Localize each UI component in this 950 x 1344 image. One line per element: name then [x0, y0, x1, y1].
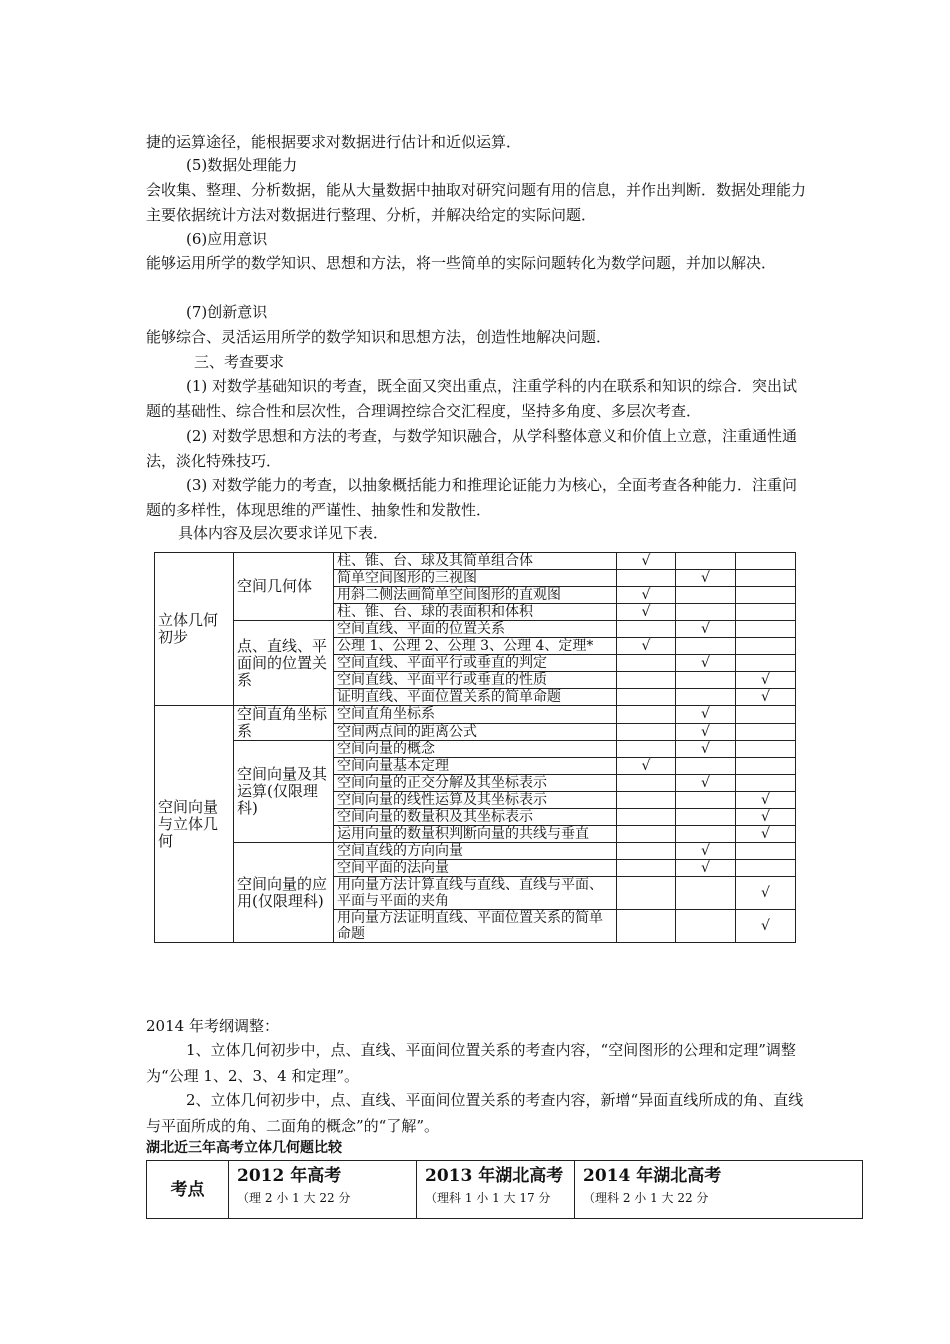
subcategory-cell: 空间向量的应用(仅限理科): [234, 843, 334, 943]
paragraph-innovation: 能够综合、灵活运用所学的数学知识和思想方法，创造性地解决问题．: [146, 328, 612, 346]
check-mark: √: [701, 843, 710, 859]
level-3-cell: [736, 706, 796, 724]
level-2-cell: [676, 570, 736, 587]
level-1-cell: [617, 860, 676, 877]
level-2-cell: [676, 638, 736, 655]
requirements-table: [154, 552, 796, 943]
paragraph-application: 能够运用所学的数学知识、思想和方法，将一些简单的实际问题转化为数学问题，并加以解决．: [146, 254, 777, 272]
level-1-cell: [617, 843, 676, 860]
level-3-cell: [736, 723, 796, 741]
level-2-cell: [676, 655, 736, 672]
content-cell: 空间直线、平面平行或垂直的性质: [334, 672, 617, 689]
level-1-cell: [617, 570, 676, 587]
check-mark: √: [761, 672, 770, 688]
level-2-cell: [676, 587, 736, 604]
check-mark: √: [701, 655, 710, 671]
content-cell: 公理 1、公理 2、公理 3、公理 4、定理*: [334, 638, 617, 655]
level-1-cell: [617, 655, 676, 672]
level-3-cell: [736, 809, 796, 826]
category-cell: 空间向量与立体几何: [155, 706, 234, 943]
level-2-cell: [676, 689, 736, 706]
level-3-cell: [736, 877, 796, 910]
paragraph-estimation: 捷的运算途径，能根据要求对数据进行估计和近似运算．: [146, 133, 522, 151]
level-3-cell: [736, 775, 796, 792]
table-row: [155, 706, 796, 724]
content-cell: 空间向量的正交分解及其坐标表示: [334, 775, 617, 792]
compare-col-2012: [229, 1161, 417, 1219]
level-3-cell: [736, 621, 796, 638]
level-1-cell: [617, 792, 676, 809]
compare-col-2013: [417, 1161, 575, 1219]
level-2-cell: [676, 723, 736, 741]
level-3-cell: [736, 655, 796, 672]
compare-2012-sub: （理 2 小 1 大 22 分: [237, 1191, 351, 1205]
content-cell: 空间直线、平面平行或垂直的判定: [334, 655, 617, 672]
check-mark: √: [641, 587, 651, 603]
level-1-cell: [617, 826, 676, 843]
level-3-cell: [736, 741, 796, 758]
level-3-cell: [736, 758, 796, 775]
check-mark: √: [701, 860, 710, 876]
table-row: [155, 553, 796, 570]
level-1-cell: [617, 758, 676, 775]
check-mark: √: [701, 775, 710, 791]
adjust-title: 2014 年考纲调整：: [146, 1017, 279, 1035]
level-1-cell: [617, 587, 676, 604]
content-cell: 空间向量基本定理: [334, 758, 617, 775]
content-cell: 柱、锥、台、球的表面积和体积: [334, 604, 617, 621]
check-mark: √: [641, 553, 651, 569]
subcategory-cell: 空间直角坐标系: [234, 706, 334, 741]
adjust-item-2: 2、立体几何初步中，点、直线、平面间位置关系的考查内容，新增“异面直线所成的角、直线与平面所成的角、二面角的概念”的“了解”。: [146, 1091, 804, 1135]
level-3-cell: [736, 792, 796, 809]
level-3-cell: [736, 553, 796, 570]
level-3-cell: [736, 587, 796, 604]
compare-title: 湖北近三年高考立体几何题比较: [146, 1140, 342, 1156]
level-2-cell: [676, 775, 736, 792]
level-2-cell: [676, 877, 736, 910]
compare-2013-sub: （理科 1 小 1 大 17 分: [425, 1191, 551, 1205]
content-cell: 证明直线、平面位置关系的简单命题: [334, 689, 617, 706]
level-2-cell: [676, 604, 736, 621]
category-cell: 立体几何初步: [155, 553, 234, 706]
level-3-cell: [736, 689, 796, 706]
level-3-cell: [736, 638, 796, 655]
compare-2014-title: 2014 年湖北高考: [583, 1166, 722, 1186]
paragraph-req-1: (1) 对数学基础知识的考查，既全面又突出重点，注重学科的内在联系和知识的综合．突出试题的基础性、综合性和层次性，合理调控综合交汇程度，坚持多角度、多层次考查．: [146, 377, 798, 420]
level-3-cell: [736, 860, 796, 877]
check-mark: √: [701, 570, 710, 586]
check-mark: √: [761, 809, 770, 825]
level-1-cell: [617, 741, 676, 758]
level-3-cell: [736, 826, 796, 843]
comparison-table: [146, 1160, 863, 1219]
level-2-cell: [676, 910, 736, 943]
heading-data-processing: (5)数据处理能力: [186, 156, 298, 174]
table-row: [155, 621, 796, 638]
paragraph-data-processing: 会收集、整理、分析数据，能从大量数据中抽取对研究问题有用的信息，并作出判断．数据处理能力主要依据统计方法对数据进行整理、分析，并解决给定的实际问题．: [146, 181, 807, 224]
level-1-cell: [617, 553, 676, 570]
content-cell: 运用向量的数量积判断向量的共线与垂直: [334, 826, 617, 843]
content-cell: 空间直线、平面的位置关系: [334, 621, 617, 638]
level-2-cell: [676, 843, 736, 860]
check-mark: √: [761, 826, 770, 842]
level-2-cell: [676, 621, 736, 638]
subcategory-cell: 空间几何体: [234, 553, 334, 621]
heading-innovation: (7)创新意识: [186, 303, 268, 321]
compare-col-kaodian: [147, 1161, 229, 1219]
level-3-cell: [736, 843, 796, 860]
check-mark: √: [701, 741, 710, 757]
content-cell: 空间向量的数量积及其坐标表示: [334, 809, 617, 826]
content-cell: 空间平面的法向量: [334, 860, 617, 877]
table-row: [155, 843, 796, 860]
level-1-cell: [617, 723, 676, 741]
level-1-cell: [617, 775, 676, 792]
level-3-cell: [736, 570, 796, 587]
compare-2014-sub: （理科 2 小 1 大 22 分: [583, 1191, 709, 1205]
check-mark: √: [701, 706, 710, 722]
level-3-cell: [736, 672, 796, 689]
level-2-cell: [676, 792, 736, 809]
level-1-cell: [617, 604, 676, 621]
check-mark: √: [761, 792, 770, 808]
check-mark: √: [761, 689, 770, 705]
check-mark: √: [641, 638, 651, 654]
level-2-cell: [676, 758, 736, 775]
compare-2013-title: 2013 年湖北高考: [425, 1166, 564, 1186]
content-cell: 用向量方法计算直线与直线、直线与平面、平面与平面的夹角: [334, 877, 617, 910]
compare-col-2014: [575, 1161, 863, 1219]
level-3-cell: [736, 604, 796, 621]
level-2-cell: [676, 672, 736, 689]
subcategory-cell: 点、直线、平面间的位置关系: [234, 621, 334, 706]
level-2-cell: [676, 706, 736, 724]
check-mark: √: [761, 918, 770, 934]
content-cell: 空间直线的方向向量: [334, 843, 617, 860]
content-cell: 空间直角坐标系: [334, 706, 617, 724]
adjust-item-1: 1、立体几何初步中，点、直线、平面间位置关系的考查内容，“空间图形的公理和定理”调整为“公理 1、2、3、4 和定理”。: [146, 1041, 796, 1085]
level-2-cell: [676, 860, 736, 877]
level-1-cell: [617, 638, 676, 655]
compare-col-kaodian-label: 考点: [170, 1179, 205, 1200]
level-2-cell: [676, 809, 736, 826]
content-cell: 柱、锥、台、球及其简单组合体: [334, 553, 617, 570]
subcategory-cell: 空间向量及其运算(仅限理科): [234, 741, 334, 843]
level-2-cell: [676, 741, 736, 758]
paragraph-req-2: (2) 对数学思想和方法的考查，与数学知识融合，从学科整体意义和价值上立意，注重通性通法，淡化特殊技巧．: [146, 427, 798, 470]
level-1-cell: [617, 689, 676, 706]
check-mark: √: [761, 885, 770, 901]
level-1-cell: [617, 809, 676, 826]
check-mark: √: [641, 604, 651, 620]
paragraph-table-intro: 具体内容及层次要求详见下表．: [178, 524, 389, 542]
check-mark: √: [701, 723, 710, 740]
paragraph-req-3: (3) 对数学能力的考查，以抽象概括能力和推理论证能力为核心，全面考查各种能力．注重问题的多样性，体现思维的严谨性、抽象性和发散性．: [146, 476, 798, 519]
content-cell: 简单空间图形的三视图: [334, 570, 617, 587]
level-1-cell: [617, 877, 676, 910]
heading-application: (6)应用意识: [186, 230, 268, 248]
check-mark: √: [641, 758, 651, 774]
level-3-cell: [736, 910, 796, 943]
level-2-cell: [676, 553, 736, 570]
check-mark: √: [701, 621, 710, 637]
level-1-cell: [617, 910, 676, 943]
level-1-cell: [617, 706, 676, 724]
compare-2012-title: 2012 年高考: [237, 1166, 342, 1186]
level-2-cell: [676, 826, 736, 843]
section-title-requirements: 三、考查要求: [194, 353, 285, 371]
content-cell: 用斜二侧法画简单空间图形的直观图: [334, 587, 617, 604]
level-1-cell: [617, 672, 676, 689]
level-1-cell: [617, 621, 676, 638]
table-row: [155, 741, 796, 758]
content-cell: 用向量方法证明直线、平面位置关系的简单命题: [334, 910, 617, 943]
content-cell: 空间向量的线性运算及其坐标表示: [334, 792, 617, 809]
content-cell: 空间向量的概念: [334, 741, 617, 758]
content-cell: 空间两点间的距离公式: [334, 723, 617, 741]
